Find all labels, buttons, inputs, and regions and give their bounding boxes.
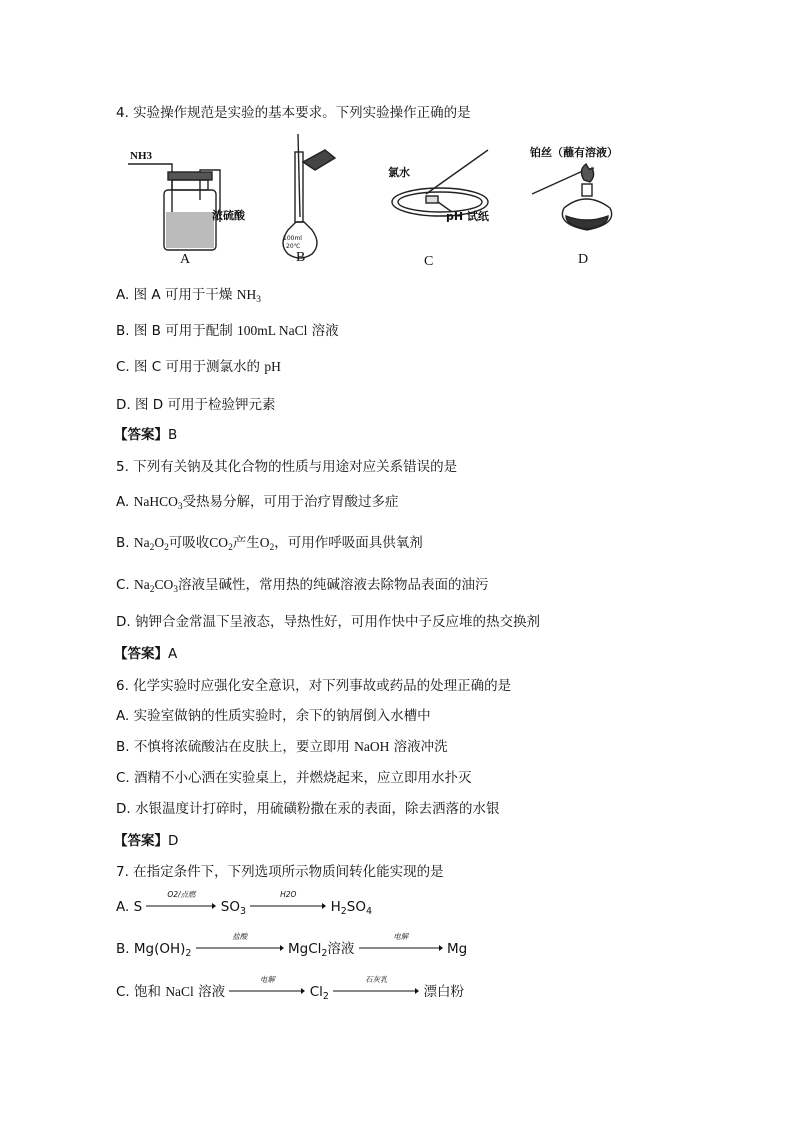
- reaction-condition: 电解: [259, 975, 275, 984]
- species: SO: [346, 899, 366, 915]
- formula-subscript: 4: [365, 906, 372, 917]
- option-label: C.: [116, 577, 135, 593]
- figure-c-paper-label: pH 试纸: [446, 210, 489, 223]
- formula: Na: [134, 577, 150, 592]
- species: 溶液: [193, 984, 226, 1000]
- reaction-condition: 盐酸: [232, 932, 248, 941]
- figure-a-liquid-label: 浓硫酸: [212, 209, 245, 222]
- formula: CO: [209, 535, 229, 550]
- figure-c-reagent-label: 氯水: [388, 166, 410, 179]
- figure-label-c: C: [424, 254, 434, 269]
- q6-option-a: A. 实验室做钠的性质实验时，余下的钠屑倒入水槽中: [116, 708, 431, 724]
- q5-option-c: [116, 576, 488, 599]
- reaction-condition: O2/点燃: [167, 890, 196, 899]
- reaction-arrow: [359, 932, 443, 958]
- species: Mg(OH): [133, 941, 186, 957]
- species: Cl: [309, 984, 323, 1000]
- reaction-arrow: [196, 932, 284, 958]
- species: S: [133, 899, 143, 915]
- reaction-condition: 石灰乳: [364, 975, 388, 984]
- option-text: 溶液呈碱性，常用热的纯碱溶液去除物品表面的油污: [177, 577, 489, 593]
- reaction-arrow: [250, 890, 326, 916]
- q5-option-d: D. 钠钾合金常温下呈液态，导热性好，可用作快中子反应堆的热交换剂: [116, 614, 540, 630]
- reaction-arrow: [333, 975, 419, 1001]
- formula: O: [154, 535, 165, 550]
- option-text: B. 不慎将浓硫酸沾在皮肤上，要立即用: [116, 739, 355, 755]
- figure-label-b: B: [296, 250, 306, 265]
- q4-answer: [114, 426, 177, 444]
- formula: CO: [154, 577, 174, 592]
- reaction-arrow: [146, 890, 216, 916]
- option-label: A.: [116, 494, 134, 510]
- option-label: B.: [116, 941, 134, 957]
- q7-option-c: [116, 975, 464, 1006]
- formula-subscript: 2: [340, 906, 347, 917]
- figure-label-d: D: [578, 252, 589, 267]
- species: 饱和: [134, 984, 166, 1000]
- option-text: ，可用作呼吸面具供氧剂: [274, 535, 423, 551]
- formula-subscript: 3: [256, 295, 261, 305]
- figure-b-flask-text1: 100ml: [283, 235, 302, 242]
- formula: 100mL NaCl: [236, 323, 308, 338]
- q4-option-c: [116, 358, 281, 376]
- q4-stem: 4. 实验操作规范是实验的基本要求。下列实验操作正确的是: [116, 105, 471, 121]
- option-text-suffix: 溶液冲洗: [389, 739, 448, 755]
- option-text-suffix: 溶液: [307, 323, 339, 339]
- formula-subscript: 2: [321, 948, 328, 959]
- formula-subscript: 3: [173, 585, 178, 595]
- figure-a-gas-label: NH3: [130, 150, 152, 162]
- option-text: 受热易分解，可用于治疗胃酸过多症: [182, 494, 399, 510]
- q6-option-c: C. 酒精不小心洒在实验桌上，并燃烧起来，应立即用水扑灭: [116, 770, 472, 786]
- formula-subscript: 2: [185, 948, 192, 959]
- formula-subscript: 3: [177, 502, 183, 512]
- formula: pH: [264, 359, 281, 374]
- figure-a-wash-bottle: [128, 150, 246, 250]
- formula-subscript: 2: [322, 991, 329, 1002]
- species: Mg: [447, 941, 468, 957]
- q6-option-b: [116, 738, 448, 756]
- figure-c-ph-test: [388, 150, 490, 223]
- answer-value: A: [168, 646, 178, 662]
- q4-option-d: [116, 396, 275, 414]
- species: MgCl: [288, 941, 322, 957]
- answer-value: D: [168, 833, 179, 849]
- formula: NaHCO: [133, 494, 178, 509]
- reaction-condition: 电解: [393, 932, 409, 941]
- option-text: A. 图 A 可用于干燥: [116, 287, 237, 303]
- q6-stem: 6. 化学实验时应强化安全意识，对下列事故或药品的处理正确的是: [116, 678, 512, 694]
- option-text: C. 图 C 可用于测氯水的: [116, 359, 265, 375]
- formula: NaOH: [354, 739, 390, 754]
- apparatus-diagram: [120, 132, 650, 272]
- q5-stem: 5. 下列有关钠及其化合物的性质与用途对应关系错误的是: [116, 459, 458, 475]
- formula-subscript: 3: [239, 906, 246, 917]
- formula: NaCl: [165, 984, 194, 999]
- species: 漂白粉: [423, 984, 464, 1000]
- species: H: [330, 899, 341, 915]
- q6-answer: [114, 832, 178, 850]
- q6-option-d: D. 水银温度计打碎时，用硫磺粉撒在汞的表面，除去洒落的水银: [116, 801, 500, 817]
- formula: O: [259, 535, 270, 550]
- q7-stem: 7. 在指定条件下，下列选项所示物质间转化能实现的是: [116, 864, 444, 880]
- option-label: A.: [116, 899, 134, 915]
- q7-option-a: [116, 890, 372, 921]
- reaction-condition: H2O: [280, 890, 297, 899]
- q5-option-a: [116, 493, 399, 516]
- option-text: D. 图 D 可用于检验钾元素: [116, 397, 276, 413]
- answer-tag: 【答案】: [114, 646, 168, 662]
- figure-b-flask-text2: 20℃: [286, 243, 301, 250]
- figure-label-a: A: [180, 252, 191, 267]
- figure-b-volumetric-flask: [283, 134, 335, 258]
- q5-option-b: [116, 534, 423, 557]
- figure-d-flame-test: [530, 145, 618, 230]
- formula-subscript: 2: [228, 543, 233, 553]
- q4-figure: [120, 132, 650, 272]
- q4-option-a: [116, 286, 261, 309]
- answer-tag: 【答案】: [114, 427, 168, 443]
- answer-tag: 【答案】: [114, 833, 168, 849]
- species: 溶液: [327, 941, 355, 957]
- q4-option-b: [116, 322, 339, 340]
- formula-subscript: 2: [269, 543, 275, 553]
- formula-subscript: 2: [164, 543, 169, 553]
- q7-option-b: [116, 932, 468, 963]
- formula-subscript: 2: [149, 585, 155, 595]
- species: SO: [220, 899, 240, 915]
- answer-value: B: [168, 427, 178, 443]
- formula: NH: [236, 287, 257, 302]
- figure-d-wire-label: 铂丝（蘸有溶液）: [530, 146, 618, 159]
- option-text: B. 图 B 可用于配制: [116, 323, 237, 339]
- q5-answer: [114, 645, 177, 663]
- option-label: C.: [116, 984, 135, 1000]
- option-label: B.: [116, 535, 134, 551]
- reaction-arrow: [229, 975, 305, 1001]
- option-text: 产生: [232, 535, 260, 551]
- formula: Na: [133, 535, 150, 550]
- formula-subscript: 2: [149, 543, 155, 553]
- option-text: 可吸收: [168, 535, 210, 551]
